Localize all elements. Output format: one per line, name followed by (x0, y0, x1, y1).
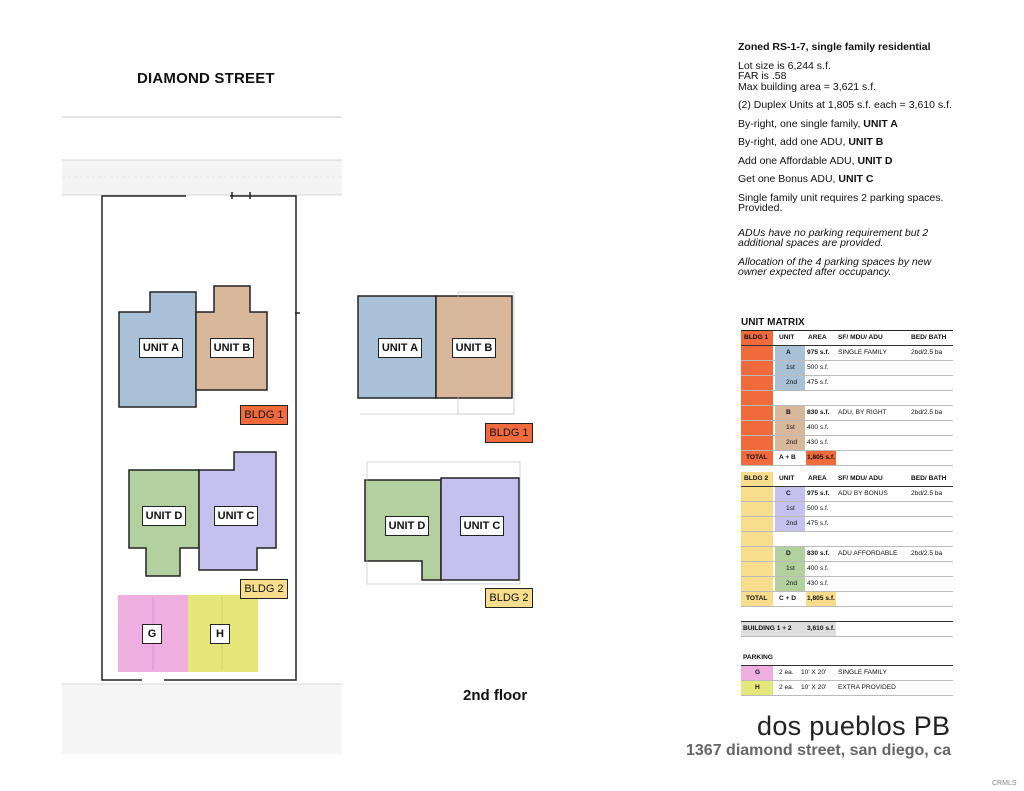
matrix-bldg2-row (741, 487, 953, 502)
matrix-bldg2-row (741, 517, 953, 532)
matrix-bldg2-type: ADU AFFORDABLE (838, 550, 898, 557)
matrix-header-bldg1 (741, 331, 953, 346)
matrix-bldg1-row (741, 361, 953, 376)
matrix-building-total-area: 3,610 s.f. (807, 625, 835, 632)
matrix-bldg2-area: 430 s.f. (807, 580, 829, 587)
matrix-bldg2-unit: 2nd (786, 580, 798, 587)
matrix-bldg2-bed: 2bd/2.5 ba (911, 490, 943, 497)
matrix-bldg1-bed: 2bd/2.5 ba (911, 349, 943, 356)
note-alloc (738, 257, 988, 278)
matrix-bldg1-area: 830 s.f. (807, 409, 830, 416)
matrix-bldg1-area: 975 s.f. (807, 349, 830, 356)
matrix-bldg1-area: 500 s.f. (807, 364, 829, 371)
matrix-bldg2-unit: 1st (786, 565, 795, 572)
matrix-h-bed: BED/ BATH (911, 334, 947, 341)
note-max-area: Max building area = 3,621 s.f. (738, 80, 877, 93)
matrix-h2-bed: BED/ BATH (911, 475, 947, 482)
matrix-bldg2-total (741, 592, 953, 607)
bldg1-tag-2nd: BLDG 1 (485, 423, 533, 443)
plan-label-unit-b-2nd: UNIT B (452, 338, 496, 358)
note-byright2-text: By-right, add one ADU, (738, 136, 849, 148)
matrix-bldg2-total-label: TOTAL (746, 595, 768, 602)
note-lot-block (738, 61, 988, 93)
matrix-bldg1-row (741, 346, 953, 361)
note-affordable (738, 156, 988, 167)
matrix-parking-count: 2 ea. (779, 684, 794, 691)
matrix-bldg2-area: 400 s.f. (807, 565, 829, 572)
plan-label-unit-c-1st: UNIT C (214, 506, 258, 526)
matrix-parking-size: 10' X 20' (801, 684, 827, 691)
matrix-bldg2-area: 830 s.f. (807, 550, 830, 557)
matrix-bldg2-area: 975 s.f. (807, 490, 830, 497)
matrix-bldg1-area: 430 s.f. (807, 439, 829, 446)
matrix-h2-area: AREA (808, 475, 827, 482)
note-adu-2: additional spaces are provided. (738, 237, 884, 249)
note-affordable-unit: UNIT D (857, 154, 893, 167)
floor-label-2nd: 2nd floor (463, 687, 528, 704)
matrix-bldg1-unit: 1st (786, 424, 795, 431)
matrix-bldg2-row (741, 562, 953, 577)
matrix-bldg1-unit: B (786, 409, 791, 416)
matrix-parking-unit: G (755, 669, 761, 676)
matrix-h2-type: SF/ MDU/ ADU (838, 475, 883, 482)
matrix-bldg1-area: 475 s.f. (807, 379, 829, 386)
matrix-bldg1-label: BLDG 1 (744, 334, 769, 341)
project-address: 1367 diamond street, san diego, ca (686, 742, 951, 759)
matrix-bldg1-type: ADU, BY RIGHT (838, 409, 887, 416)
note-adu (738, 228, 988, 249)
matrix-bldg2-area: 475 s.f. (807, 520, 829, 527)
matrix-bldg1-total-unit: A + B (779, 454, 796, 461)
matrix-bldg1-total-label: TOTAL (746, 454, 768, 461)
plan-label-garage-g: G (142, 624, 162, 644)
matrix-bldg2-row (741, 547, 953, 562)
matrix-bldg1-row (741, 421, 953, 436)
note-alloc-2: owner expected after occupancy. (738, 266, 892, 278)
note-bonus-unit: UNIT C (838, 173, 874, 185)
plan-label-unit-b-1st: UNIT B (210, 338, 254, 358)
plan-label-unit-d-2nd: UNIT D (385, 516, 429, 536)
note-bonus-text: Get one Bonus ADU, (738, 173, 839, 185)
matrix-building-total (741, 621, 953, 637)
plan-label-unit-a-1st: UNIT A (139, 338, 183, 358)
bldg2-tag-2nd: BLDG 2 (485, 588, 533, 608)
matrix-bldg2-type: ADU BY BONUS (838, 490, 888, 497)
matrix-parking-row (741, 681, 953, 696)
matrix-header-bldg2 (741, 472, 953, 487)
matrix-parking-type: EXTRA PROVIDED (838, 684, 896, 691)
note-byright2-unit: UNIT B (848, 136, 884, 148)
matrix-h-type: SF/ MDU/ ADU (838, 334, 883, 341)
plan-label-unit-a-2nd: UNIT A (378, 338, 422, 358)
matrix-bldg2-area: 500 s.f. (807, 505, 829, 512)
plan-label-unit-d-1st: UNIT D (142, 506, 186, 526)
matrix-bldg2-unit: 2nd (786, 520, 798, 527)
matrix-bldg2-unit: C (786, 490, 791, 497)
unit-matrix (741, 316, 953, 696)
matrix-bldg1-unit: 1st (786, 364, 795, 371)
plan-label-unit-c-2nd: UNIT C (460, 516, 504, 536)
note-byright2 (738, 137, 988, 148)
note-far: FAR is .58 (738, 70, 787, 82)
matrix-bldg2-label: BLDG 2 (744, 475, 769, 482)
note-duplex: (2) Duplex Units at 1,805 s.f. each = 3,610 s.f. (738, 99, 952, 111)
note-adu-1: ADUs have no parking requirement but 2 (738, 226, 929, 239)
note-byright1 (738, 119, 988, 130)
matrix-bldg2-bed: 2bd/2.5 ba (911, 550, 943, 557)
matrix-bldg1-row (741, 436, 953, 451)
mls-credit: CRMLS (992, 780, 1017, 787)
matrix-bldg1-rows (741, 346, 953, 451)
note-provided: Provided. (738, 202, 783, 214)
note-lot: Lot size is 6,244 s.f. (738, 59, 831, 72)
note-parking (738, 193, 988, 214)
matrix-bldg2-total-area: 1,805 s.f. (807, 595, 835, 602)
matrix-building-total-label: BUILDING 1 + 2 (743, 625, 792, 632)
zoning-notes (738, 42, 988, 286)
matrix-parking-unit: H (755, 684, 760, 691)
matrix-parking-count: 2 ea. (779, 669, 794, 676)
matrix-parking-header (741, 651, 953, 666)
matrix-parking-label: PARKING (743, 654, 773, 661)
note-affordable-text: Add one Affordable ADU, (738, 154, 858, 167)
matrix-parking-size: 10' X 20' (801, 669, 827, 676)
matrix-title: UNIT MATRIX (741, 316, 953, 331)
note-parking-req: Single family unit requires 2 parking spaces. (738, 191, 944, 204)
plan-label-garage-h: H (210, 624, 230, 644)
matrix-bldg1-bed: 2bd/2.5 ba (911, 409, 943, 416)
matrix-bldg1-area: 400 s.f. (807, 424, 829, 431)
matrix-parking-row (741, 666, 953, 681)
matrix-bldg1-row (741, 376, 953, 391)
matrix-bldg1-row (741, 406, 953, 421)
matrix-parking-rows (741, 666, 953, 696)
matrix-bldg2-rows (741, 487, 953, 592)
matrix-bldg1-total-area: 1,805 s.f. (807, 454, 835, 461)
matrix-parking-type: SINGLE FAMILY (838, 669, 887, 676)
matrix-bldg2-unit: 1st (786, 505, 795, 512)
matrix-bldg2-row (741, 502, 953, 517)
note-byright1-text: By-right, one single family, (738, 117, 864, 130)
note-byright1-unit: UNIT A (863, 117, 898, 130)
bldg2-tag-1st: BLDG 2 (240, 579, 288, 599)
note-bonus (738, 174, 988, 185)
note-alloc-1: Allocation of the 4 parking spaces by new (738, 255, 932, 268)
matrix-bldg2-unit: D (786, 550, 791, 557)
matrix-h2-unit: UNIT (779, 475, 795, 482)
note-zoning: Zoned RS-1-7, single family residential (738, 41, 931, 53)
matrix-bldg1-type: SINGLE FAMILY (838, 349, 887, 356)
project-title: dos pueblos PB (757, 711, 951, 741)
matrix-bldg1-unit: 2nd (786, 379, 798, 386)
street-label-diamond: DIAMOND STREET (137, 70, 275, 87)
matrix-h-area: AREA (808, 334, 827, 341)
matrix-bldg1-unit: A (786, 349, 791, 356)
matrix-bldg1-total (741, 451, 953, 466)
matrix-bldg1-unit: 2nd (786, 439, 798, 446)
matrix-bldg2-row (741, 577, 953, 592)
matrix-bldg1-row (741, 391, 953, 406)
matrix-h-unit: UNIT (779, 334, 795, 341)
matrix-bldg2-total-unit: C + D (779, 595, 797, 602)
matrix-bldg2-row (741, 532, 953, 547)
bldg1-tag-1st: BLDG 1 (240, 405, 288, 425)
